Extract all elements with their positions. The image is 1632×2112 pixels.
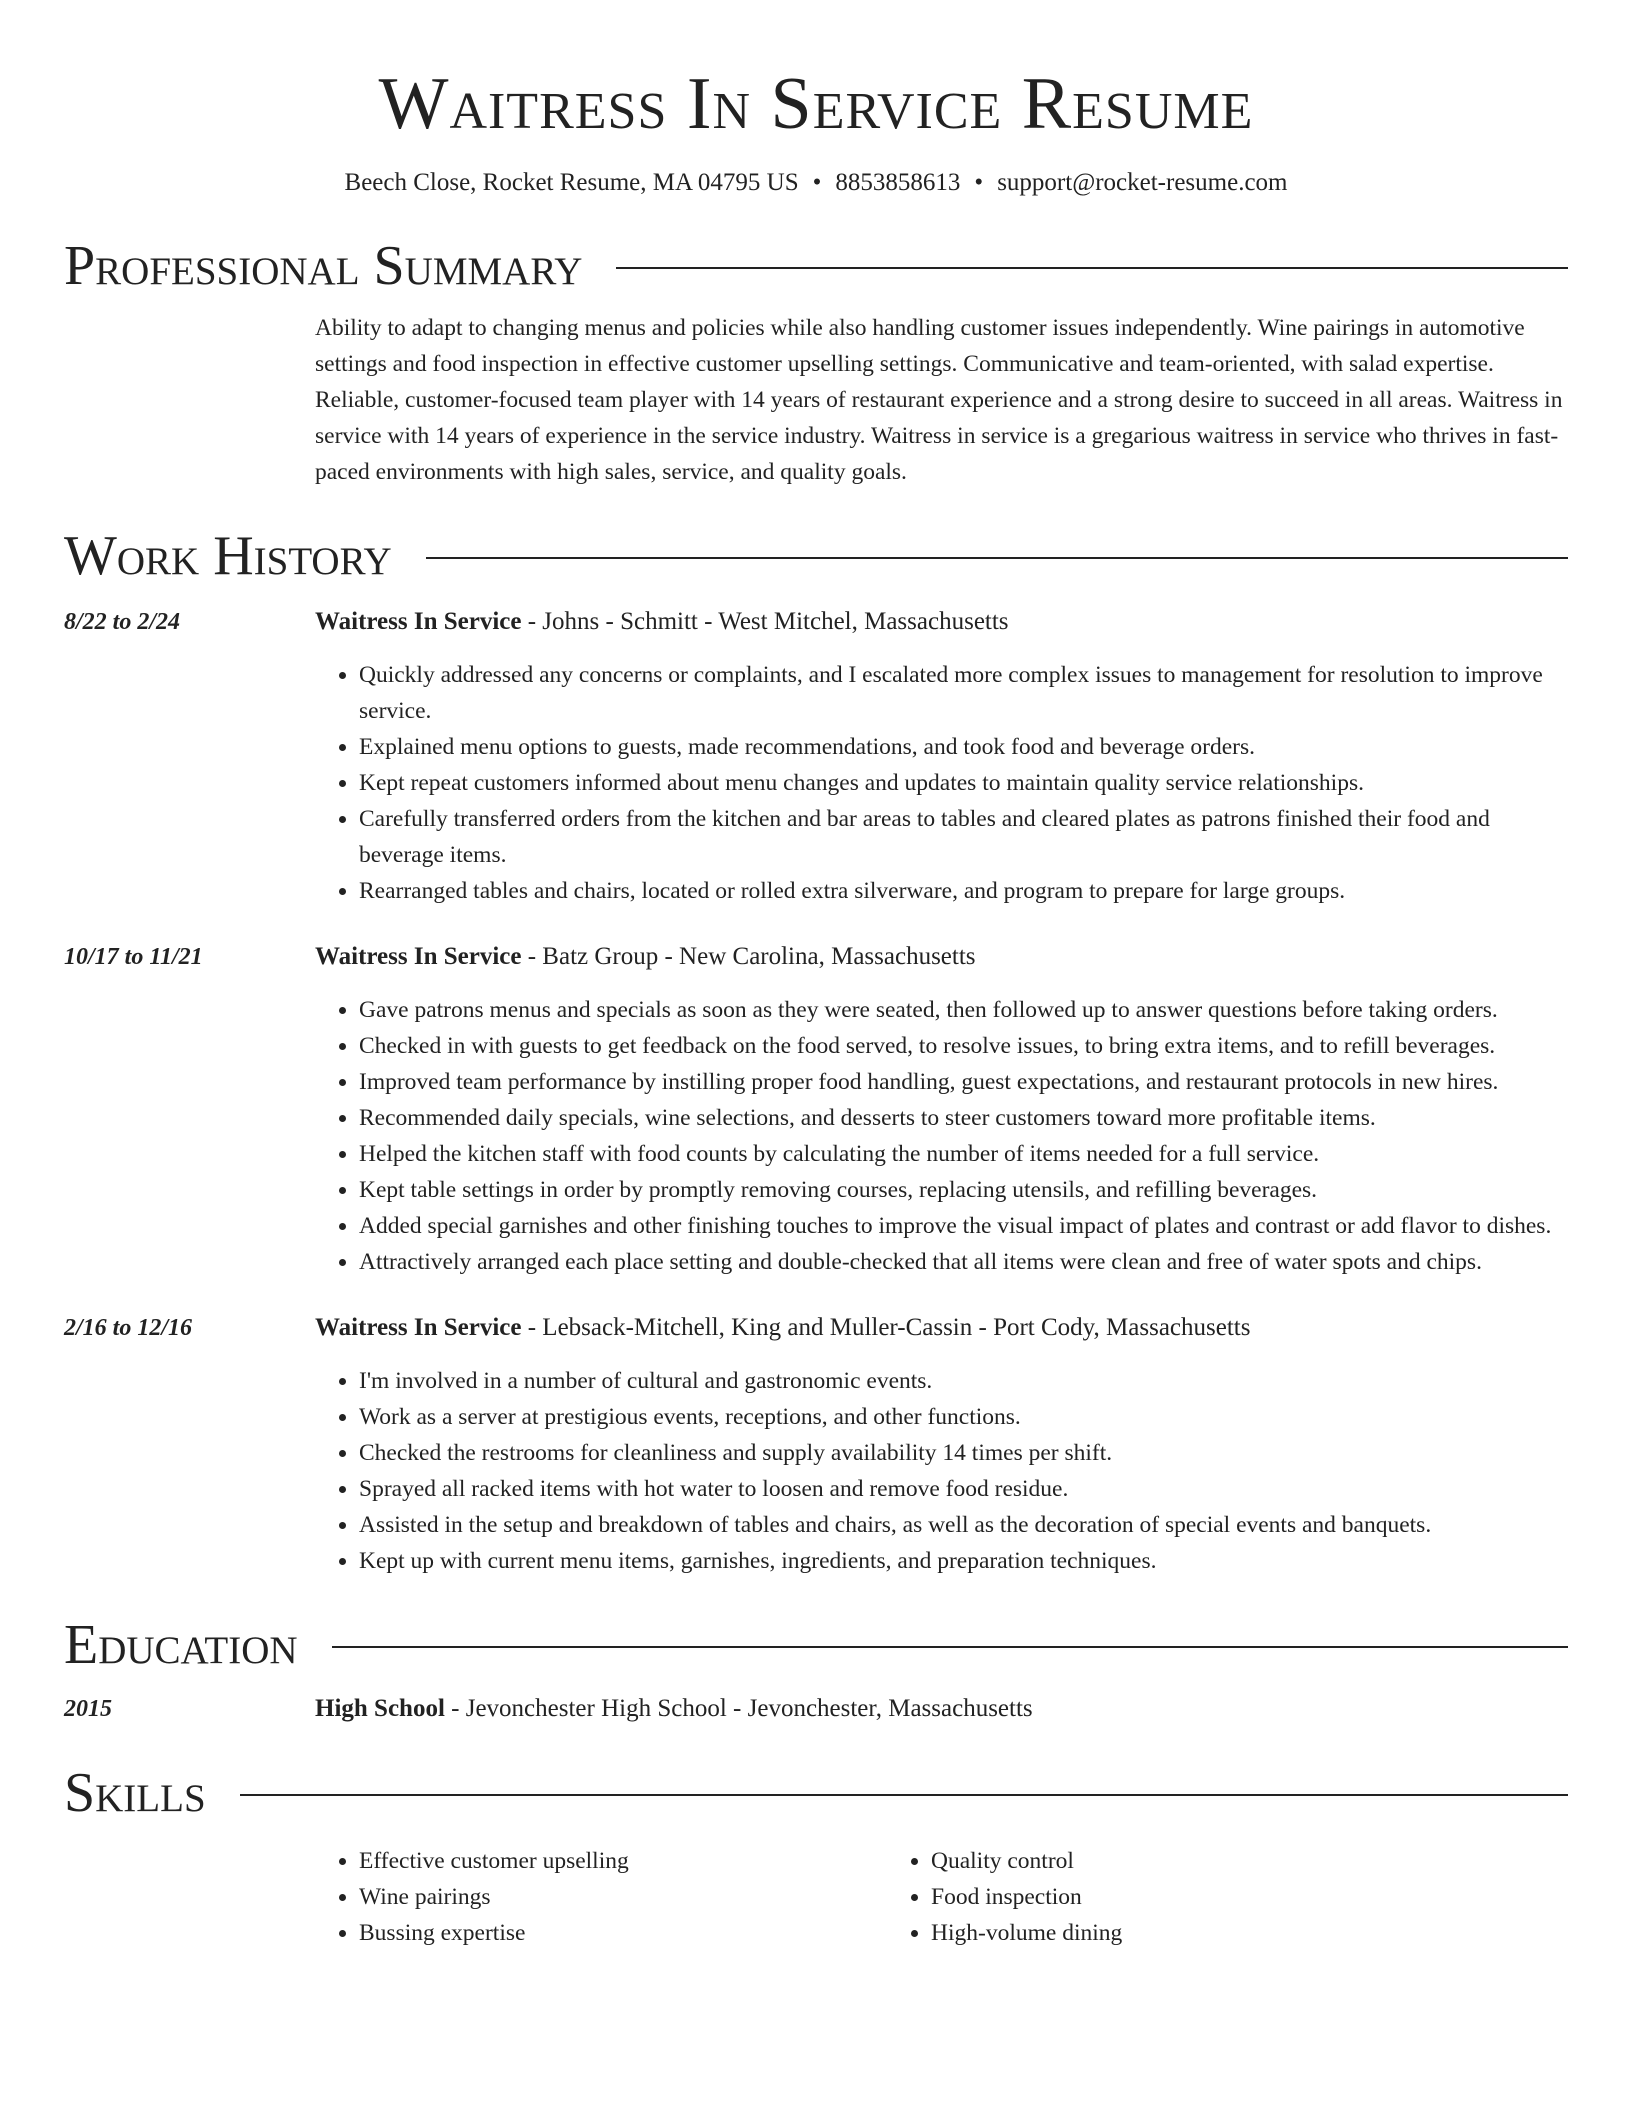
- summary-text: Ability to adapt to changing menus and policies while also handling customer issues independently. Wine pairings in automotive settings and food inspection in effective customer upselling settings. Communicative and team-oriented, with salad expertise. Reliable, customer-focused team player with 14 years of restaurant experience and a strong desire to succeed in all areas. Waitress in service with 14 years of experience in the service industry. Waitress in service is a gregarious waitress in service who thrives in fast-paced environments with high sales, service, and quality goals.: [315, 315, 1563, 485]
- resume-title: Waitress In Service Resume: [378, 63, 1254, 145]
- job-body: [315, 939, 1568, 1280]
- job-date: 2/16 to 12/16: [64, 1315, 193, 1341]
- contact-email: support@rocket-resume.com: [997, 169, 1288, 196]
- job-bullet: • Checked the restrooms for cleanliness and supply availability 14 times per shift.: [359, 1435, 1568, 1471]
- summary-heading: Professional Summary: [64, 235, 583, 297]
- job-body: [315, 604, 1568, 909]
- job-bullet: • Helped the kitchen staff with food counts by calculating the number of items needed for a full service.: [359, 1136, 1568, 1172]
- education-details: - Jevonchester High School - Jevonchester, Massachusetts: [444, 1695, 1033, 1722]
- job-title-line: [315, 939, 1568, 975]
- skill-item: • High-volume dining: [931, 1915, 1568, 1951]
- education-entry: [64, 1691, 1568, 1727]
- job-bullet: • Recommended daily specials, wine selections, and desserts to steer customers toward more profitable items.: [359, 1100, 1568, 1136]
- contact-address: Beech Close, Rocket Resume, MA 04795 US: [344, 169, 799, 196]
- skill-item: • Effective customer upselling: [359, 1843, 887, 1879]
- job-bullet: • Explained menu options to guests, made recommendations, and took food and beverage orders.: [359, 729, 1568, 765]
- job-bullet: • Rearranged tables and chairs, located or rolled extra silverware, and program to prepare for large groups.: [359, 873, 1568, 909]
- education-body: [315, 1691, 1568, 1727]
- job-details: - Johns - Schmitt - West Mitchel, Massachusetts: [521, 608, 1009, 635]
- job-entry: [64, 1310, 1568, 1579]
- job-body: [315, 1310, 1568, 1579]
- work-section-header: [64, 524, 1568, 588]
- contact-separator: •: [812, 169, 822, 196]
- job-date: 8/22 to 2/24: [64, 609, 181, 635]
- job-title-line: [315, 1310, 1568, 1346]
- job-bullet: • Carefully transferred orders from the kitchen and bar areas to tables and cleared plates as patrons finished their food and beverage items.: [359, 801, 1568, 873]
- skill-item: • Wine pairings: [359, 1879, 887, 1915]
- job-bullet: • Attractively arranged each place setting and double-checked that all items were clean and free of water spots and chips.: [359, 1244, 1568, 1280]
- contact-line: [64, 166, 1568, 200]
- job-bullet: • Sprayed all racked items with hot water to loosen and remove food residue.: [359, 1471, 1568, 1507]
- section-divider: [240, 1794, 1568, 1796]
- job-bullets: [315, 992, 1568, 1280]
- job-bullet: • Work as a server at prestigious events, receptions, and other functions.: [359, 1399, 1568, 1435]
- section-divider: [332, 1646, 1568, 1648]
- job-bullet: • Gave patrons menus and specials as soon as they were seated, then followed up to answer questions before taking orders.: [359, 992, 1568, 1028]
- skills-column-left: [315, 1843, 887, 1951]
- education-section-header: [64, 1613, 1568, 1677]
- job-bullet: • Improved team performance by instilling proper food handling, guest expectations, and restaurant protocols in new hires.: [359, 1064, 1568, 1100]
- job-title: Waitress In Service: [315, 1314, 522, 1341]
- job-bullet: • Kept table settings in order by promptly removing courses, replacing utensils, and refilling beverages.: [359, 1172, 1568, 1208]
- contact-phone: 8853858613: [835, 169, 961, 196]
- job-bullet: • Kept up with current menu items, garnishes, ingredients, and preparation techniques.: [359, 1543, 1568, 1579]
- job-bullets: [315, 1363, 1568, 1579]
- section-divider: [426, 557, 1568, 559]
- education-date: 2015: [64, 1696, 112, 1722]
- education-title-line: [315, 1691, 1568, 1727]
- skill-item: • Bussing expertise: [359, 1915, 887, 1951]
- skills-section-header: [64, 1761, 1568, 1825]
- job-title-line: [315, 604, 1568, 640]
- job-bullets: [315, 657, 1568, 909]
- job-details: - Batz Group - New Carolina, Massachusetts: [521, 943, 976, 970]
- job-bullet: • Checked in with guests to get feedback on the food served, to resolve issues, to bring extra items, and to refill beverages.: [359, 1028, 1568, 1064]
- job-entry: [64, 939, 1568, 1280]
- job-bullet: • Quickly addressed any concerns or complaints, and I escalated more complex issues to management for resolution to improve service.: [359, 657, 1568, 729]
- section-divider: [616, 267, 1568, 269]
- job-date: 10/17 to 11/21: [64, 944, 203, 970]
- job-details: - Lebsack-Mitchell, King and Muller-Cassin - Port Cody, Massachusetts: [521, 1314, 1251, 1341]
- job-bullet: • Added special garnishes and other finishing touches to improve the visual impact of plates and contrast or add flavor to dishes.: [359, 1208, 1568, 1244]
- education-heading: Education: [64, 1614, 298, 1676]
- skills-column-right: [887, 1843, 1568, 1951]
- skills-heading: Skills: [64, 1762, 206, 1824]
- job-title: Waitress In Service: [315, 608, 522, 635]
- skills-list: [315, 1843, 1568, 1951]
- job-entry: [64, 604, 1568, 909]
- work-heading: Work History: [64, 525, 392, 587]
- contact-separator: •: [974, 169, 984, 196]
- skill-item: • Quality control: [931, 1843, 1568, 1879]
- job-bullet: • Kept repeat customers informed about menu changes and updates to maintain quality service relationships.: [359, 765, 1568, 801]
- job-bullet: • I'm involved in a number of cultural and gastronomic events.: [359, 1363, 1568, 1399]
- job-bullet: • Assisted in the setup and breakdown of tables and chairs, as well as the decoration of special events and banquets.: [359, 1507, 1568, 1543]
- summary-section-header: [64, 234, 1568, 298]
- job-title: Waitress In Service: [315, 943, 522, 970]
- education-degree: High School: [315, 1695, 445, 1722]
- skill-item: • Food inspection: [931, 1879, 1568, 1915]
